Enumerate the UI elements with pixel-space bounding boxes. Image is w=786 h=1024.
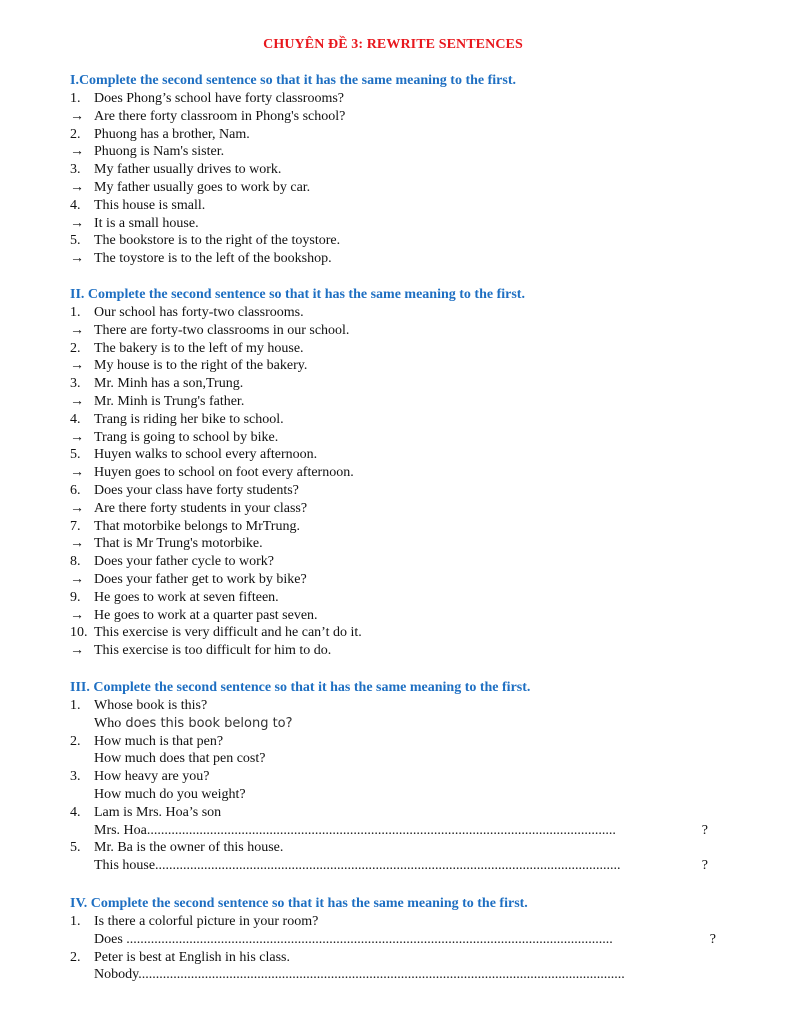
arrow-icon: → [70,536,84,552]
answer-text: Are there forty students in your class? [94,500,308,516]
answer-line [70,250,708,268]
answer-line [70,571,708,589]
question-line [70,518,708,536]
question-text: The bookstore is to the right of the toystore. [94,233,341,249]
question-line [70,624,708,642]
answer-text: Mr. Minh is Trung's father. [94,393,245,409]
answer-text: Does your father get to work by bike? [94,571,307,587]
arrow-icon: → [70,607,84,623]
answer-text: It is a small house. [94,215,199,231]
question-text: He goes to work at seven fifteen. [94,589,279,605]
answer-line [70,607,708,625]
question-line [70,804,708,822]
item-number: 2. [70,733,81,749]
item-number: 2. [70,949,81,965]
question-line [70,553,708,571]
arrow-icon: → [70,500,84,516]
item-number: 3. [70,769,81,785]
question-text: Does your father cycle to work? [94,554,274,570]
item-number: 9. [70,589,81,605]
answer-blank-line[interactable] [70,822,708,840]
question-line [70,411,708,429]
answer-blank[interactable]: Nobody........................................................................................................................................... [94,967,625,983]
item-number: 10. [70,625,88,641]
answer-line [70,215,708,233]
item-number: 6. [70,482,81,498]
section-1 [70,72,708,268]
section-2-heading: II. Complete the second sentence so that it has the same meaning to the first. [70,287,525,302]
question-text: This exercise is very difficult and he can’t do it. [94,625,362,641]
question-text: My father usually drives to work. [94,162,282,178]
question-text: Does your class have forty students? [94,482,299,498]
arrow-icon: → [70,322,84,338]
section-1-heading: I.Complete the second sentence so that it has the same meaning to the first. [70,73,517,88]
arrow-icon: → [70,108,84,124]
item-number: 5. [70,447,81,463]
answer-text: Trang is going to school by bike. [94,429,279,445]
question-mark: ? [709,931,716,947]
arrow-icon: → [70,358,84,374]
answer-text: Huyen goes to school on foot every afternoon. [94,465,354,481]
question-line [70,913,708,931]
section-3-heading: III. Complete the second sentence so that it has the same meaning to the first. [70,680,531,695]
question-line [70,90,708,108]
answer-line [70,322,708,340]
question-text: This house is small. [94,197,206,213]
question-line [70,697,708,715]
question-line [70,375,708,393]
section-4 [70,895,716,984]
answer-text: My house is to the right of the bakery. [94,358,308,374]
question-text: Phuong has a brother, Nam. [94,126,250,142]
item-number: 2. [70,126,81,142]
answer-text: Are there forty classroom in Phong's school? [94,108,346,124]
question-text: Peter is best at English in his class. [94,949,290,965]
question-text: Whose book is this? [94,698,208,713]
question-text: Is there a colorful picture in your room? [94,914,319,929]
arrow-icon: → [70,465,84,481]
question-line [70,839,708,857]
answer-line [70,500,708,518]
page-title: CHUYÊN ĐỀ 3: REWRITE SENTENCES [263,37,523,52]
question-line [70,126,708,144]
answer-line [70,143,708,161]
item-number: 4. [70,411,81,427]
section-2 [70,286,708,660]
section-3 [70,679,708,875]
answer-text: The toystore is to the left of the bookshop. [94,251,332,267]
item-number: 1. [70,305,81,320]
question-text: Huyen walks to school every afternoon. [94,447,318,463]
item-number: 5. [70,840,81,856]
answer-line [70,750,708,768]
question-text: Mr. Minh has a son,Trung. [94,376,244,392]
question-line [70,589,708,607]
answer-blank-line[interactable] [70,931,716,949]
question-text: How heavy are you? [94,769,210,785]
answer-blank-line[interactable] [70,966,708,984]
arrow-icon: → [70,571,84,587]
question-text: Our school has forty-two classrooms. [94,305,304,320]
answer-blank[interactable]: Does ........................................................................................................................................... [94,931,613,947]
answer-line [70,642,708,660]
question-line [70,304,708,322]
item-number: 1. [70,698,81,713]
answer-blank-line[interactable] [70,857,708,875]
answer-text: My father usually goes to work by car. [94,179,311,195]
item-number: 3. [70,162,81,178]
question-text: That motorbike belongs to MrTrung. [94,518,300,534]
question-mark: ? [701,858,708,874]
arrow-icon: → [70,393,84,409]
question-text: Does Phong’s school have forty classrooms? [94,91,345,106]
answer-line [70,535,708,553]
answer-text: He goes to work at a quarter past seven. [94,607,318,623]
item-number: 2. [70,340,81,356]
arrow-icon: → [70,429,84,445]
question-line [70,768,708,786]
item-number: 4. [70,804,81,820]
answer-text: Phuong is Nam's sister. [94,144,225,160]
answer-blank[interactable]: This house..................................................................................................................................... [94,858,621,874]
question-text: Trang is riding her bike to school. [94,411,284,427]
answer-line [70,429,708,447]
question-mark: ? [701,822,708,838]
answer-text: This exercise is too difficult for him to do. [94,643,332,659]
item-number: 4. [70,197,81,213]
question-line [70,197,708,215]
question-line [70,340,708,358]
answer-line [70,108,708,126]
arrow-icon: → [70,215,84,231]
answer-text: That is Mr Trung's motorbike. [94,536,263,552]
question-text: The bakery is to the left of my house. [94,340,304,356]
answer-text: There are forty-two classrooms in our school. [94,322,350,338]
item-number: 1. [70,91,81,106]
question-line [70,733,708,751]
question-text: How much is that pen? [94,733,224,749]
question-text: Mr. Ba is the owner of this house. [94,840,284,856]
answer-line [70,464,708,482]
answer-line [70,179,708,197]
question-line [70,161,708,179]
item-number: 8. [70,554,81,570]
answer-line [70,357,708,375]
answer-text: How much do you weight? [94,786,246,802]
section-4-heading: IV. Complete the second sentence so that it has the same meaning to the first. [70,896,528,911]
arrow-icon: → [70,144,84,160]
question-line [70,482,708,500]
answer-line [70,715,708,733]
question-text: Lam is Mrs. Hoa’s son [94,804,222,820]
arrow-icon: → [70,643,84,659]
item-number: 7. [70,518,81,534]
question-line [70,232,708,250]
question-line [70,446,708,464]
answer-line [70,393,708,411]
answer-text: How much does that pen cost? [94,751,266,767]
answer-text: Who [94,715,122,731]
item-number: 5. [70,233,81,249]
question-line [70,949,708,967]
item-number: 3. [70,376,81,392]
arrow-icon: → [70,251,84,267]
item-number: 1. [70,914,81,929]
answer-line [70,786,708,804]
arrow-icon: → [70,179,84,195]
answer-blank[interactable]: Mrs. Hoa...................................................................................................................................... [94,822,616,838]
answer-text-continued: does this book belong to? [121,715,293,731]
